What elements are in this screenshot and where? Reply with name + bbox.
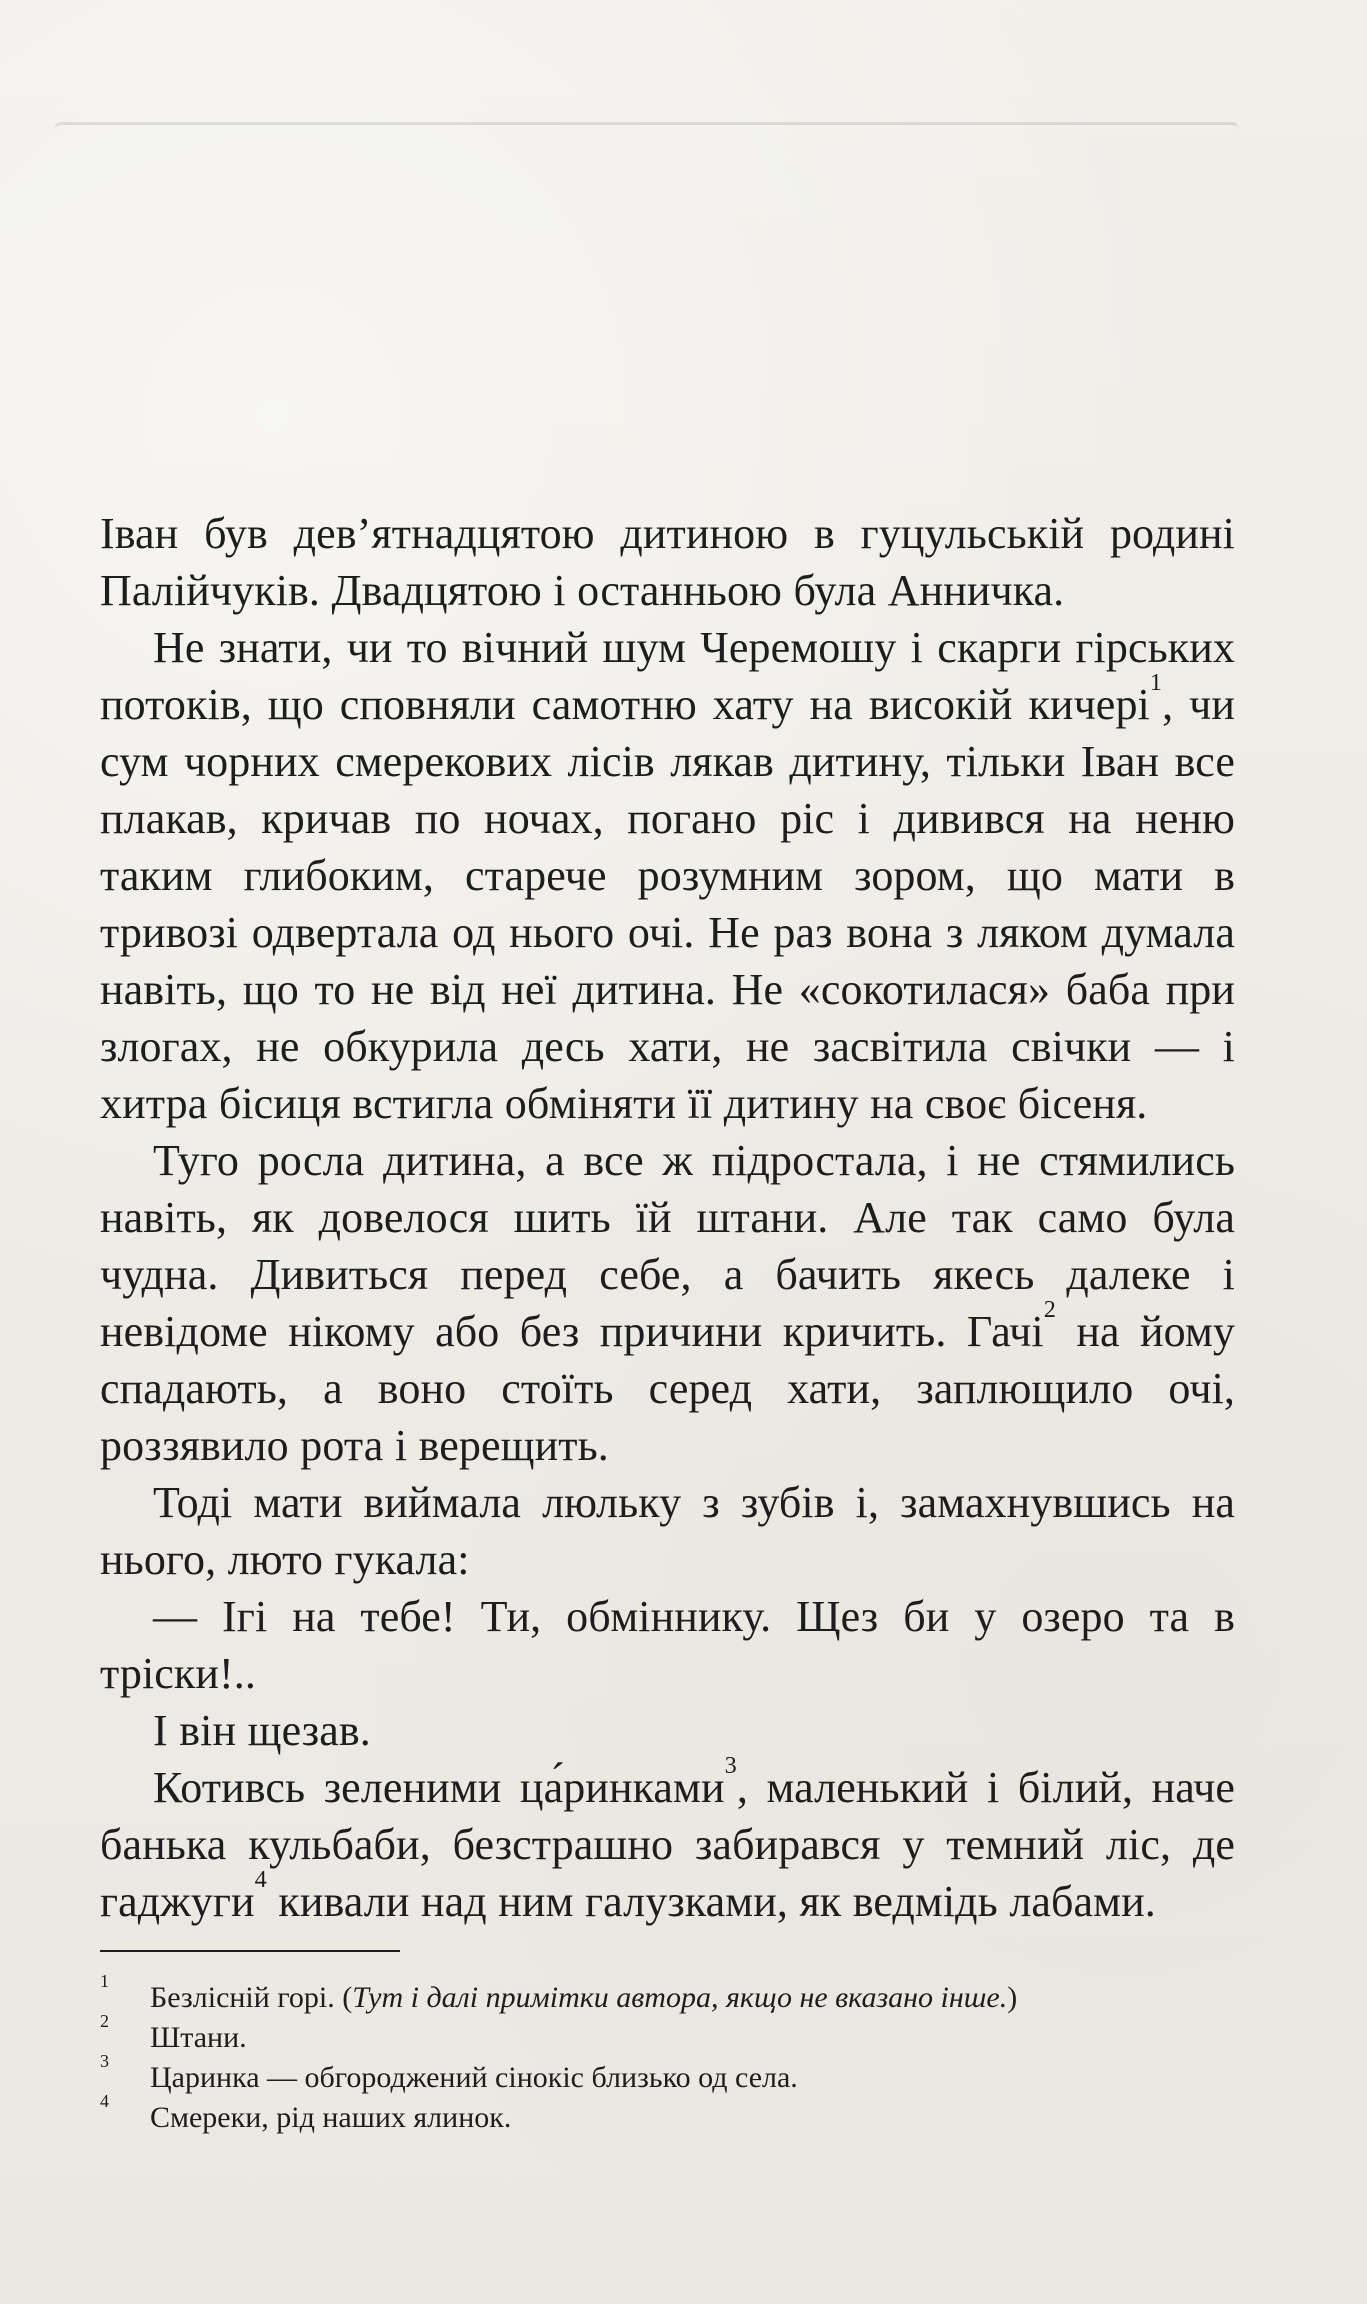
paragraph-1 xyxy=(100,505,1235,619)
footnote-2-text: Штани. xyxy=(150,2021,247,2054)
paragraph-7-part-3: кивали над ним галузками, як ведмідь лабами. xyxy=(266,1877,1156,1926)
footnote-separator xyxy=(100,1950,400,1952)
paragraph-6 xyxy=(100,1702,1235,1759)
footnote-4 xyxy=(100,2091,1150,2138)
footnote-ref-2: 2 xyxy=(1043,1296,1056,1324)
paragraph-6-text: І він щезав. xyxy=(153,1706,371,1755)
footnote-ref-1: 1 xyxy=(1149,669,1163,697)
paragraph-5-text: — Ігі на тебе! Ти, обміннику. Щез би у озеро та в тріски!.. xyxy=(100,1592,1235,1698)
paragraph-1-text: Іван був дев’ятнадцятою дитиною в гуцульській родині Палійчуків. Двадцятою і останньою була Анничка. xyxy=(100,509,1235,615)
footnote-1-italic-text: Тут і далі примітки автора, якщо не вказано інше. xyxy=(352,1981,1008,2014)
footnote-3-text: Царинка — обгороджений сінокіс близько од села. xyxy=(150,2061,798,2094)
paragraph-7 xyxy=(100,1752,1235,1930)
footnote-1-number: 1 xyxy=(100,1971,109,1991)
paragraph-3 xyxy=(100,1132,1235,1474)
footnote-1-text-before: Безлісній горі. ( xyxy=(150,1981,353,2014)
footnote-3-number: 3 xyxy=(100,2051,109,2071)
paragraph-2-part-2: , чи сум чорних смерекових лісів лякав дитину, тільки Іван все плакав, кричав по ночах, погано ріс і дивився на неню таким глибоким, старече розумним зором, що мати в тривозі одвертала од нього очі. Не раз вона з ляком думала навіть, що то не від неї дитина. Не «сокотилася» баба при злогах, не обкурила десь хати, не засвітила свічки — і хитра бісиця встигла обміняти її дитину на своє бісеня. xyxy=(100,680,1235,1128)
footnote-2-number: 2 xyxy=(100,2011,109,2031)
paragraph-5 xyxy=(100,1588,1235,1702)
paragraph-4 xyxy=(100,1474,1235,1588)
footnote-2 xyxy=(100,2011,1150,2058)
footnote-1 xyxy=(100,1971,1150,2018)
paragraph-4-text: Тоді мати виймала люльку з зубів і, замахнувшись на нього, люто гукала: xyxy=(100,1478,1235,1584)
paragraph-3-part-2: на йому спадають, а воно стоїть серед хати, заплющило очі, роззявило рота і верещить. xyxy=(100,1307,1235,1470)
main-text xyxy=(100,505,1235,1930)
paragraph-7-part-1: Котивсь зеленими ца́ринками xyxy=(153,1763,725,1812)
footnote-3 xyxy=(100,2051,1150,2098)
footnotes xyxy=(100,1971,1150,2138)
footnote-4-number: 4 xyxy=(100,2091,109,2111)
footnote-ref-4: 4 xyxy=(254,1866,267,1894)
paragraph-7-part-2: , маленький і білий, наче банька кульбаби, безстрашно забирався у темний ліс, де гаджуги xyxy=(100,1763,1235,1926)
paragraph-3-part-1: Туго росла дитина, а все ж підростала, і не стямились навіть, як довелося шить їй штани. Але так само була чудна. Дивиться перед себе, а бачить якесь далеке і невідоме нікому або без причини кричить. Гачі xyxy=(100,1136,1235,1356)
show-through-header-line xyxy=(54,122,1239,137)
paragraph-2-part-1: Не знати, чи то вічний шум Черемошу і скарги гірських потоків, що сповняли самотню хату на високій кичері xyxy=(100,623,1235,729)
footnote-ref-3: 3 xyxy=(724,1752,737,1780)
footnote-1-text-after: ) xyxy=(1007,1981,1018,2014)
footnote-4-text: Смереки, рід наших ялинок. xyxy=(150,2101,512,2134)
paragraph-2 xyxy=(100,619,1235,1132)
